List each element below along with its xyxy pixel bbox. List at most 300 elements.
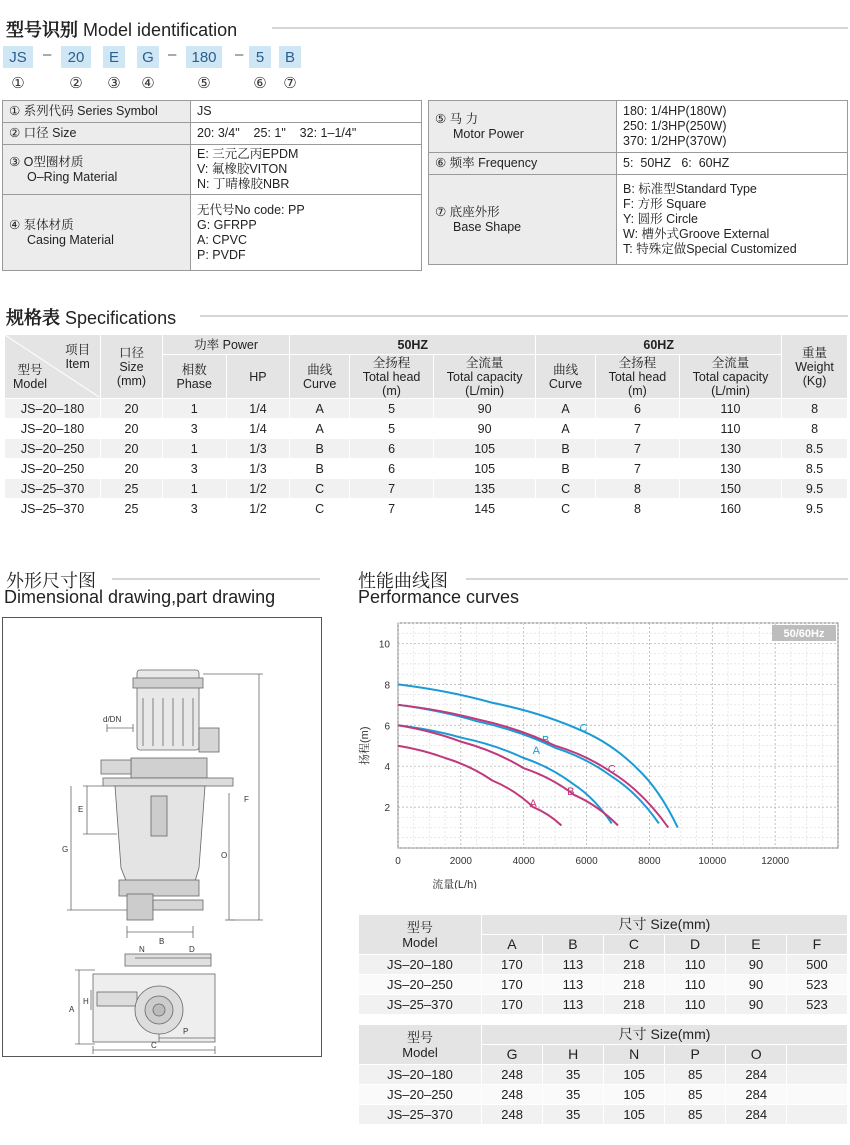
size-header-model-line: Model [402,1044,438,1060]
header-cap-unit: (L/min) [465,383,505,398]
spec-cell: 20 [101,439,163,459]
spec-cell: JS–20–250 [5,439,101,459]
header-curve-cn: 曲线 [307,362,333,377]
spec-title-cn: 规格表 [6,308,60,328]
code-number: ⑦ [283,75,297,92]
size-cell: 170 [481,955,542,975]
size-header-col: C [603,935,664,955]
x-tick-label: 2000 [449,856,472,867]
chart-svg [356,617,850,889]
spec-cell: 7 [595,459,679,479]
size-cell: 248 [482,1065,543,1085]
motor-band [133,678,203,688]
spec-cell: 130 [679,439,781,459]
size-cell: 105 [604,1065,665,1085]
id-value [191,195,422,271]
performance-chart [356,617,850,889]
spec-cell: A [290,399,350,419]
header-head-60 [595,355,679,399]
spec-cell: 9.5 [782,499,848,519]
id-value [617,101,848,153]
id-value [617,153,848,175]
spec-cell: 1/2 [226,499,290,519]
curve-label: B [542,734,550,747]
size-cell: JS–20–180 [359,955,482,975]
header-head-en: Total head [608,369,667,384]
header-curve-en: Curve [303,376,337,391]
x-axis-label: 流量(L/h) [432,879,477,889]
id-key-line: ③ O型圈材质 [9,154,84,169]
spec-cell: 105 [434,439,536,459]
id-value [617,175,848,265]
size-header-col: O [726,1045,787,1065]
spec-cell: 8 [595,479,679,499]
y-axis-label: 扬程(m) [359,726,371,765]
dim-title-en: Dimensional drawing,part drawing [4,587,276,607]
code-number: ② [69,75,83,92]
spec-cell: 20 [101,419,163,439]
code-number: ① [11,75,25,92]
id-key [3,145,191,195]
size-cell: 113 [542,975,603,995]
header-head-cn: 全扬程 [618,355,657,370]
size-cell: 523 [786,975,847,995]
id-key [429,153,617,175]
header-power: 功率 Power [162,335,290,355]
dim-title-cn: 外形尺寸图 [6,571,96,591]
size-header-col: H [543,1045,604,1065]
spec-row [5,439,848,459]
spec-row [5,479,848,499]
spec-cell: 6 [350,439,434,459]
spec-cell: B [536,439,596,459]
size-cell: 110 [665,995,726,1015]
spec-cell: B [290,459,350,479]
id-value-line: E: 三元乙丙EPDM [197,147,299,161]
id-key [3,195,191,271]
spec-cell: 8.5 [782,439,848,459]
divider [200,315,848,317]
size-row [359,1085,848,1105]
id-value-line: Y: 圆形 Circle [623,212,699,226]
spec-cell: 1/2 [226,479,290,499]
id-row [429,153,848,175]
spec-cell: C [290,499,350,519]
header-item-cn: 项目 [65,343,91,357]
id-value-line: 180: 1/4HP(180W) [623,104,727,118]
y-tick-label: 4 [384,762,390,774]
size-cell: 90 [726,975,787,995]
header-size-en: Size [119,359,144,374]
spec-cell: 1 [162,439,226,459]
size-cell: 85 [665,1105,726,1125]
perf-title-en: Performance curves [358,587,520,607]
code-part: B [279,46,301,68]
dim-label: D [189,945,195,954]
spec-cell: 90 [434,419,536,439]
size-cell [787,1065,848,1085]
size-cell: 248 [482,1085,543,1105]
spec-cell: 1/3 [226,439,290,459]
spec-cell: 3 [162,499,226,519]
curve-label: C [607,763,616,776]
x-tick-label: 8000 [638,856,661,867]
code-number: ③ [107,75,121,92]
id-row [429,175,848,265]
spec-cell: 20 [101,459,163,479]
outlet [101,760,131,774]
header-head-en: Total head [362,369,421,384]
id-key-line: O–Ring Material [27,169,118,184]
spec-cell: JS–20–180 [5,399,101,419]
size-cell: 218 [603,995,664,1015]
spec-cell: 130 [679,459,781,479]
id-key-line: ⑤ 马 力 [435,111,479,126]
id-key [3,101,191,123]
size-row [359,995,848,1015]
header-phase-cn: 相数 [181,362,207,377]
header-size-cn: 口径 [118,345,144,360]
id-row [3,195,422,271]
header-curve-50 [290,355,350,399]
header-head-unit: (m) [628,383,647,398]
spec-cell: JS–25–370 [5,499,101,519]
size-cell: 85 [665,1065,726,1085]
id-value-line: W: 槽外式Groove External [623,227,770,241]
size-cell: 110 [665,975,726,995]
size-header-col: G [482,1045,543,1065]
id-value-line: G: GFRPP [197,217,257,232]
spec-cell: 8 [782,419,848,439]
id-row [429,101,848,153]
size-header-model [359,1025,482,1065]
divider [272,27,848,29]
id-key-line: ⑥ 频率 Frequency [435,156,538,170]
size-header-model-line: 型号 [406,919,433,935]
dim-label: G [62,845,69,854]
size-header-col [787,1045,848,1065]
id-value-line: V: 氟橡胶VITON [197,162,288,176]
spec-cell: A [536,419,596,439]
size-header-model-line: Model [402,934,438,950]
id-table-left [2,100,422,271]
curve-label: C [579,722,588,735]
spec-cell: 3 [162,419,226,439]
size-cell [787,1085,848,1105]
spec-row [5,419,848,439]
x-tick-label: 4000 [512,856,535,867]
inlet [127,894,153,920]
spec-cell: B [536,459,596,479]
dim-label: B [159,937,165,946]
header-curve-60 [536,355,596,399]
spec-cell: 8 [595,499,679,519]
size-cell: JS–20–250 [359,1085,482,1105]
size-cell: 284 [726,1105,787,1125]
spec-row [5,459,848,479]
size-row [359,975,848,995]
code-dash: – [43,46,52,63]
size-table-1 [358,914,848,1015]
id-value [191,145,422,195]
spec-row [5,499,848,519]
id-value-line: P: PVDF [197,247,246,262]
spec-cell: C [536,479,596,499]
header-item-model [5,335,101,399]
size-header-model [359,915,482,955]
spec-cell: 7 [350,499,434,519]
id-value [191,101,422,123]
spec-title-en: Specifications [65,308,177,328]
size-cell: 284 [726,1085,787,1105]
perf-title-cn: 性能曲线图 [358,571,448,591]
spec-cell: JS–20–180 [5,419,101,439]
spec-cell: C [536,499,596,519]
size-cell: 218 [603,975,664,995]
code-number: ④ [141,75,155,92]
spec-cell: 7 [350,479,434,499]
spec-cell: 25 [101,479,163,499]
spec-cell: 1/4 [226,419,290,439]
header-weight-en: Weight [795,359,834,374]
id-value-line: F: 方形 Square [623,197,707,211]
size-cell: 218 [603,955,664,975]
size-cell: 170 [481,975,542,995]
id-key [3,123,191,145]
spec-cell: 6 [595,399,679,419]
spec-cell: B [290,439,350,459]
curve-label: A [529,798,537,811]
x-tick-label: 10000 [698,856,727,867]
header-curve-cn: 曲线 [553,362,579,377]
code-part: G [137,46,159,68]
id-value-line: T: 特殊定做Special Customized [623,242,797,256]
size-cell: 90 [726,995,787,1015]
spec-cell: 5 [350,419,434,439]
spec-cell: 1 [162,479,226,499]
size-row [359,1105,848,1125]
id-row [3,145,422,195]
terminal-box [199,728,219,752]
header-weight-unit: (Kg) [802,373,827,388]
size-cell: 500 [786,955,847,975]
spec-cell: 105 [434,459,536,479]
spec-row [5,399,848,419]
header-phase [162,355,226,399]
spec-cell: 3 [162,459,226,479]
header-cap-en: Total capacity [692,369,769,384]
header-size-unit: (mm) [116,373,147,388]
header-curve-en: Curve [548,376,583,391]
size-header-title: 尺寸 Size(mm) [481,915,847,935]
code-number: ⑥ [253,75,267,92]
motor-flange [131,758,207,778]
id-key-line: ⑦ 底座外形 [435,204,500,219]
spec-cell: 20 [101,399,163,419]
id-key [429,101,617,153]
x-tick-label: 0 [395,856,401,867]
header-model-en: Model [13,377,48,391]
pump-drawing [3,618,321,1056]
spec-cell: 9.5 [782,479,848,499]
size-cell: JS–25–370 [359,1105,482,1125]
x-tick-label: 12000 [761,856,790,867]
code-part: E [103,46,125,68]
header-model-cn: 型号 [17,363,43,377]
header-phase-en: Phase [176,376,212,391]
dimensional-drawing [2,617,322,1057]
curve-label: B [567,785,575,798]
spec-cell: 6 [350,459,434,479]
spec-cell: 110 [679,399,781,419]
size-cell [787,1105,848,1125]
x-tick-label: 6000 [575,856,598,867]
size-header-col: E [726,935,787,955]
y-tick-label: 10 [378,639,390,651]
id-key-line: Base Shape [453,219,522,234]
spec-cell: 7 [595,439,679,459]
divider [112,578,320,580]
size-cell: 170 [481,995,542,1015]
spec-cell: 110 [679,419,781,439]
spec-cell: 8.5 [782,459,848,479]
model-id-title-cn: 型号识别 [6,20,78,40]
size-header-model-line: 型号 [407,1029,434,1045]
size-cell: JS–20–250 [359,975,482,995]
id-value [191,123,422,145]
header-head-50 [350,355,434,399]
id-key [429,175,617,265]
size-cell: JS–25–370 [359,995,482,1015]
spec-cell: JS–20–250 [5,459,101,479]
size-cell: 35 [543,1105,604,1125]
dim-label: A [69,1005,75,1014]
spec-cell: A [536,399,596,419]
spec-cell: 150 [679,479,781,499]
size-header-title: 尺寸 Size(mm) [482,1025,848,1045]
divider [466,578,848,580]
spec-cell: 90 [434,399,536,419]
size-header-col: A [481,935,542,955]
model-id-title [6,16,237,42]
id-value-line: 250: 1/3HP(250W) [623,119,727,133]
size-cell: 113 [542,955,603,975]
id-value-line: 20: 3/4" 25: 1" 32: 1–1/4" [197,126,357,140]
size-cell: 105 [604,1085,665,1105]
size-cell: 35 [543,1065,604,1085]
size-header-col: B [542,935,603,955]
dim-label: d/DN [103,715,122,724]
header-50hz: 50HZ [290,335,536,355]
id-table-right [428,100,848,265]
size-cell: 284 [726,1065,787,1085]
id-value-line: B: 标准型Standard Type [623,182,757,196]
id-value-line: N: 丁晴橡胶NBR [197,177,290,191]
size-row [359,1065,848,1085]
spec-cell: JS–25–370 [5,479,101,499]
curve-label: A [532,744,540,757]
badge-label: 50/60Hz [783,628,825,640]
size-cell: 113 [542,995,603,1015]
size-cell: JS–20–180 [359,1065,482,1085]
size-cell: 110 [665,955,726,975]
header-size [101,335,163,399]
code-part: 180 [186,46,222,68]
code-part: 5 [249,46,271,68]
size-row [359,955,848,975]
code-dash: – [168,46,177,63]
id-value-line: 370: 1/2HP(370W) [623,134,727,148]
header-cap-60 [679,355,781,399]
spec-cell: 1/3 [226,459,290,479]
id-key-line: ④ 泵体材质 [9,217,74,232]
dim-label: O [221,851,228,860]
dim-label: H [83,997,89,1006]
dim-label: C [151,1041,157,1050]
dim-label: F [244,795,249,804]
spec-cell: 145 [434,499,536,519]
spec-cell: 160 [679,499,781,519]
id-value-line: 无代号No code: PP [197,202,305,217]
spec-cell: 8 [782,399,848,419]
header-cap-en: Total capacity [446,369,523,384]
dim-label: P [183,1027,189,1036]
header-weight-cn: 重量 [802,345,828,360]
id-value-line: A: CPVC [197,232,248,247]
header-head-unit: (m) [382,383,401,398]
size-header-col: P [665,1045,726,1065]
spec-cell: 1 [162,399,226,419]
spec-cell: C [290,479,350,499]
code-dash: – [235,46,244,63]
id-key-line: ① 系列代码 Series Symbol [9,104,158,118]
y-tick-label: 2 [384,803,390,815]
spec-title [6,304,176,330]
header-cap-unit: (L/min) [711,383,750,398]
size-cell: 248 [482,1105,543,1125]
spec-cell: 25 [101,499,163,519]
size-cell: 90 [726,955,787,975]
y-tick-label: 6 [384,721,390,733]
impeller-housing [119,880,199,896]
size-cell: 35 [543,1085,604,1105]
id-value-line: 5: 50HZ 6: 60HZ [623,156,730,170]
spec-cell: 1/4 [226,399,290,419]
id-row [3,123,422,145]
size-header-col: D [665,935,726,955]
id-value-line: JS [197,104,212,118]
model-id-title-en: Model identification [83,20,238,40]
header-item-en: Item [65,357,90,371]
spec-cell: A [290,419,350,439]
header-cap-50 [434,355,536,399]
size-table-2 [358,1024,848,1125]
spec-table [4,334,848,519]
spec-cell: 135 [434,479,536,499]
spec-cell: 7 [595,419,679,439]
header-head-cn: 全扬程 [372,355,411,370]
header-hp: HP [226,355,290,399]
size-cell: 523 [786,995,847,1015]
size-cell: 105 [604,1105,665,1125]
header-weight [782,335,848,399]
dim-label: N [139,945,145,954]
y-tick-label: 8 [384,680,390,692]
code-number: ⑤ [197,75,211,92]
size-header-col: F [786,935,847,955]
id-key-line: Motor Power [453,126,524,141]
code-part: JS [3,46,33,68]
